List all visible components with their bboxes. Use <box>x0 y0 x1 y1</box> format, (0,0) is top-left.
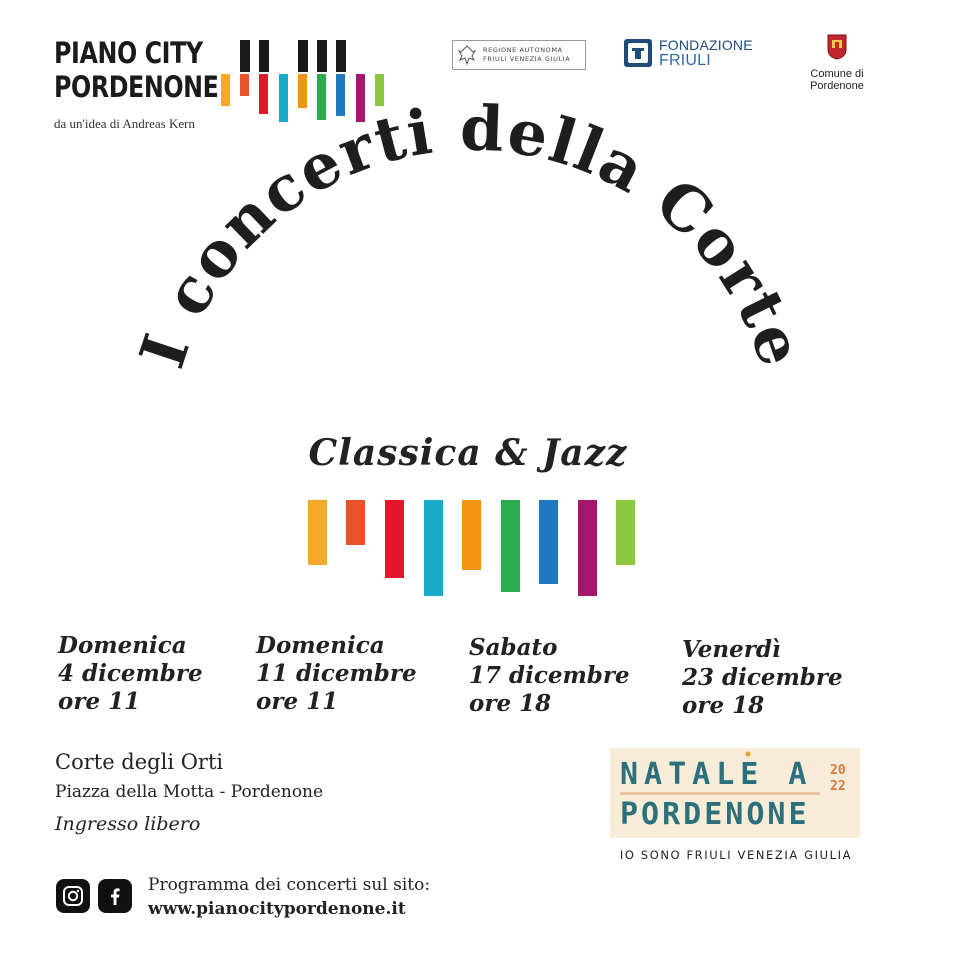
event-title: I concerti della Corte <box>125 91 819 377</box>
logo-subtitle: da un'idea di Andreas Kern <box>54 116 195 131</box>
facebook-icon[interactable] <box>98 879 132 913</box>
regione-line-2: FRIULI VENEZIA GIULIA <box>483 55 571 63</box>
date-time: ore 18 <box>682 692 765 719</box>
website-link[interactable]: www.pianocitypordenone.it <box>148 899 406 919</box>
venue-name: Corte degli Orti <box>55 750 224 774</box>
date-block-2 <box>256 632 417 716</box>
date-block-3 <box>469 634 630 718</box>
logo-line-2: PORDENONE <box>54 70 219 104</box>
natale-year-top: 20 <box>830 763 846 778</box>
date-block-1 <box>58 632 203 716</box>
event-subtitle: Classica & Jazz <box>308 432 628 474</box>
date-date: 17 dicembre <box>469 662 630 689</box>
fondazione-line-2: FRIULI <box>659 52 711 69</box>
date-day: Venerdì <box>682 636 781 663</box>
date-date: 23 dicembre <box>682 664 843 691</box>
date-day: Domenica <box>256 632 385 659</box>
entry-info: Ingresso libero <box>55 813 201 835</box>
fondazione-line-1: FONDAZIONE <box>659 37 753 53</box>
venue-address: Piazza della Motta - Pordenone <box>55 782 324 802</box>
center-keys-graphic <box>300 498 640 598</box>
natale-line-1: NATALE A <box>620 757 813 792</box>
program-text: Programma dei concerti sul sito: <box>148 875 431 895</box>
date-date: 4 dicembre <box>58 660 203 687</box>
natale-a-pordenone-logo <box>610 748 860 838</box>
comune-label: Comune di Pordenone <box>810 68 864 92</box>
date-time: ore 11 <box>256 688 339 715</box>
date-date: 11 dicembre <box>256 660 417 687</box>
date-day: Domenica <box>58 632 187 659</box>
natale-year-bottom: 22 <box>830 779 846 794</box>
social-links <box>56 879 132 913</box>
date-time: ore 18 <box>469 690 552 717</box>
date-time: ore 11 <box>58 688 141 715</box>
natale-line-2: PORDENONE <box>620 797 810 832</box>
instagram-icon[interactable] <box>56 879 90 913</box>
svg-text:I concerti della Corte <box>125 91 818 376</box>
date-day: Sabato <box>469 634 558 661</box>
date-block-4 <box>682 636 843 720</box>
logo-line-1: PIANO CITY <box>54 36 203 70</box>
natale-caption: IO SONO FRIULI VENEZIA GIULIA <box>619 848 853 862</box>
regione-line-1: REGIONE AUTONOMA <box>483 46 563 54</box>
